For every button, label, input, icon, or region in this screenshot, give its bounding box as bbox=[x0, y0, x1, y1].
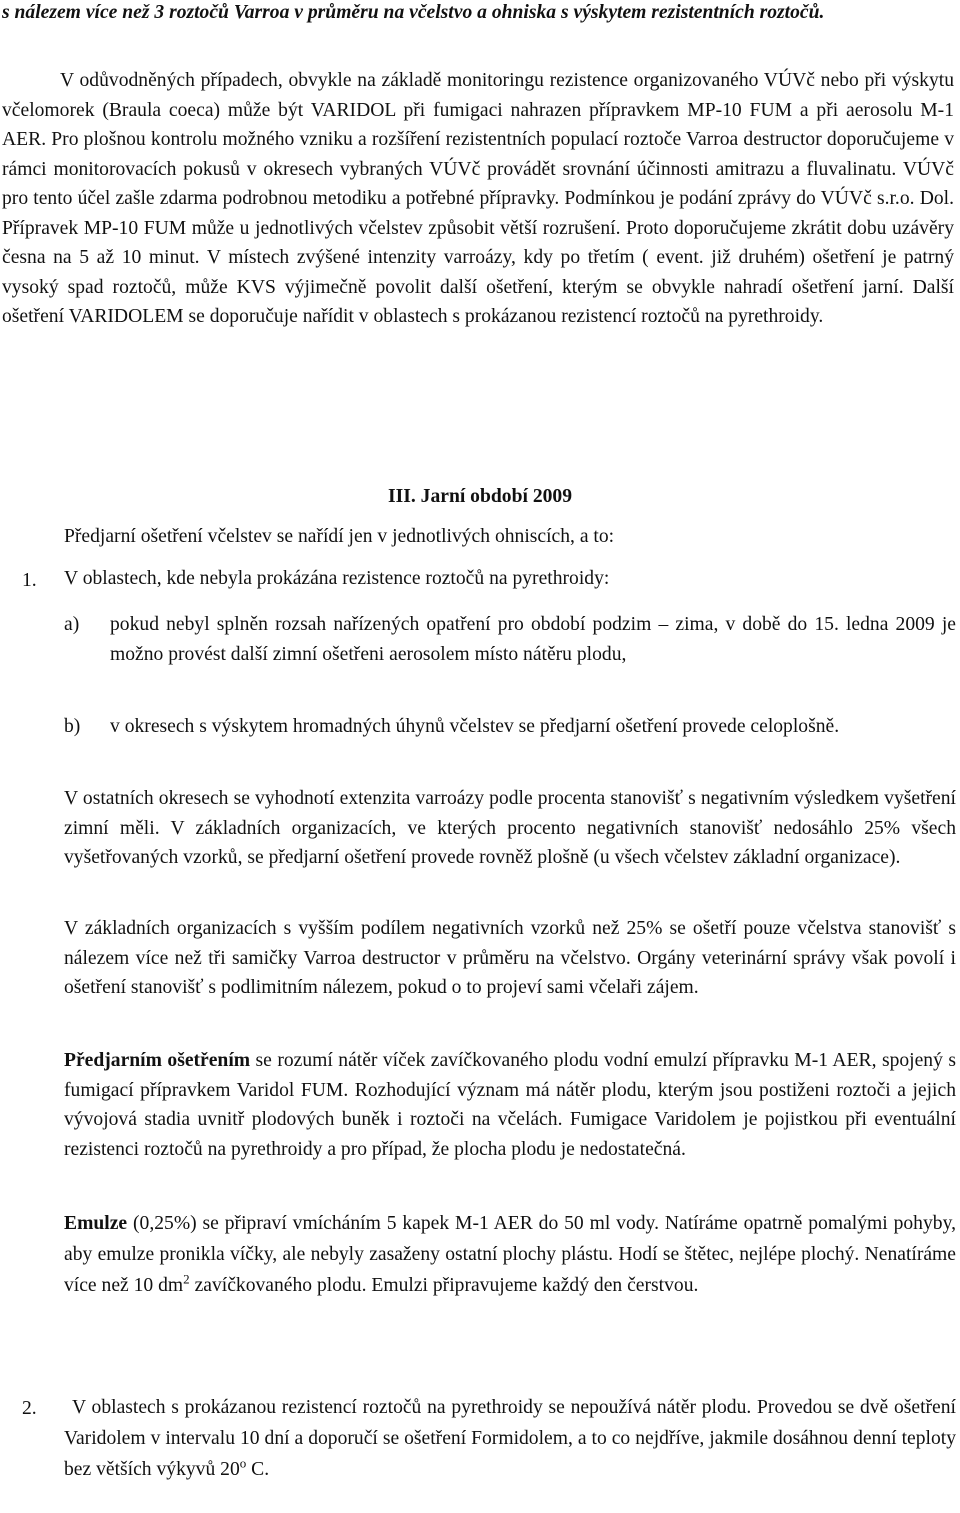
superscript-degree: o bbox=[239, 1455, 247, 1471]
term-predjarni-osetreni: Předjarním ošetřením bbox=[64, 1050, 251, 1071]
section-heading: III. Jarní období 2009 bbox=[387, 486, 573, 507]
item-1a-label: a) bbox=[64, 614, 80, 635]
item-1-paragraph-1: V ostatních okresech se vyhodnotí extenzita varroázy podle procenta stanovišť s negativním výsledkem vyšetření zimní měli. V základních organizacích, ve kterých procento negativních stanovišť nedosáhlo 25% všech vyšetřovaných vzorků, se předjarní ošetření provede rovněž plošně (u všech včelstev základní organizace). bbox=[64, 788, 956, 868]
item-1-text: V oblastech, kde nebyla prokázána rezistence roztočů na pyrethroidy: bbox=[64, 568, 610, 589]
item-1-paragraph-3 bbox=[64, 1046, 956, 1164]
paragraph-4-end: zavíčkovaného plodu. Emulzi připravujeme každý den čerstvou. bbox=[194, 1275, 699, 1296]
item-1a-text: pokud nebyl splněn rozsah nařízených opatření pro období podzim – zima, v době do 15. ledna 2009 je možno provést další zimní ošetřeni aerosolem místo nátěru plodu, bbox=[110, 614, 956, 665]
item-1-paragraph-2: V základních organizacích s vyšším podílem negativních vzorků než 25% se ošetří pouze včelstva stanovišť s nálezem více než tři samičky Varroa destructor v průměru na včelstvo. Orgány veterinární správy však povolí i ošetření stanovišť s podlimitním nálezem, pokud o to projeví sami včelaři zájem. bbox=[64, 918, 956, 998]
paragraph-3-body: se rozumí nátěr víček zavíčkovaného plodu vodní emulzí přípravku M-1 AER, spojený s fumigací přípravkem Varidol FUM. Rozhodující význam má nátěr plodu, kterým jsou postiženi roztoči a jejich vývojová stadia uvnitř plodových buněk i roztoči na včelách. Fumigace Varidolem je pojistkou při eventuální rezistenci roztočů na pyrethroidy a pro případ, že plocha plodu je nedostatečná. bbox=[64, 1050, 956, 1160]
intro-paragraph: V odůvodněných případech, obvykle na základě monitoringu rezistence organizovaného VÚVč nebo při výskytu včelomorek (Braula coeca) může být VARIDOL při fumigaci nahrazen přípravkem MP-10 FUM a při aerosolu M-1 AER. Pro plošnou kontrolu možného vzniku a rozšíření rezistentních populací roztoče Varroa destructor doporučujeme v rámci monitorovacích pokusů v okresech vybraných VÚVč provádět srovnání účinnosti amitrazu a fluvalinatu. VÚVč pro tento účel zašle zdarma podrobnou metodiku a potřebné přípravky. Podmínkou je podání zprávy do VÚVč s.r.o. Dol. Přípravek MP-10 FUM může u jednotlivých včelstev způsobit větší rozrušení. Proto doporučujeme zkrátit dobu uzávěry česna na 5 až 10 minut. V místech zvýšené intenzity varroázy, kdy po třetím ( event. již druhém) ošetření je patrný vysoký spad roztočů, může KVS výjimečně povolit další ošetření, kterým se obvykle nahradí ošetření jarní. Další ošetření VARIDOLEM se doporučuje nařídit v oblastech s prokázanou rezistencí roztočů na pyrethroidy. bbox=[2, 70, 954, 327]
item-2-number: 2. bbox=[22, 1398, 37, 1419]
item-2-body: V oblastech s prokázanou rezistencí roztočů na pyrethroidy se nepoužívá nátěr plodu. Provedou se dvě ošetření Varidolem v intervalu 10 dní a doporučí se ošetření Formidolem, a to co nejdříve, jakmile dosáhnou denní teploty bez větších výkyvů 20 bbox=[64, 1397, 956, 1480]
superscript-two: 2 bbox=[183, 1271, 190, 1287]
item-2-end: C. bbox=[251, 1459, 270, 1480]
section-lead: Předjarní ošetření včelstev se nařídí jen v jednotlivých ohniscích, a to: bbox=[64, 526, 615, 547]
item-1-number: 1. bbox=[22, 570, 37, 591]
item-2-text bbox=[64, 1392, 956, 1485]
paragraph-4-body: (0,25%) se připraví vmícháním 5 kapek M-1 AER do 50 ml vody. Natíráme opatrně pomalými pohyby, aby emulze pronikla víčky, ale nebyly zasaženy ostatní plochy plástu. Hodí se štětec, nejlépe plochý. Nenatíráme více než 10 dm bbox=[64, 1213, 956, 1296]
term-emulze: Emulze bbox=[64, 1213, 128, 1234]
intro-italic-continuation: s nálezem více než 3 roztočů Varroa v průměru na včelstvo a ohniska s výskytem rezistentních roztočů. bbox=[2, 2, 825, 23]
item-1-paragraph-4 bbox=[64, 1208, 956, 1301]
item-1b-text: v okresech s výskytem hromadných úhynů včelstev se předjarní ošetření provede celoplošně. bbox=[110, 716, 840, 737]
item-1b-label: b) bbox=[64, 716, 81, 737]
